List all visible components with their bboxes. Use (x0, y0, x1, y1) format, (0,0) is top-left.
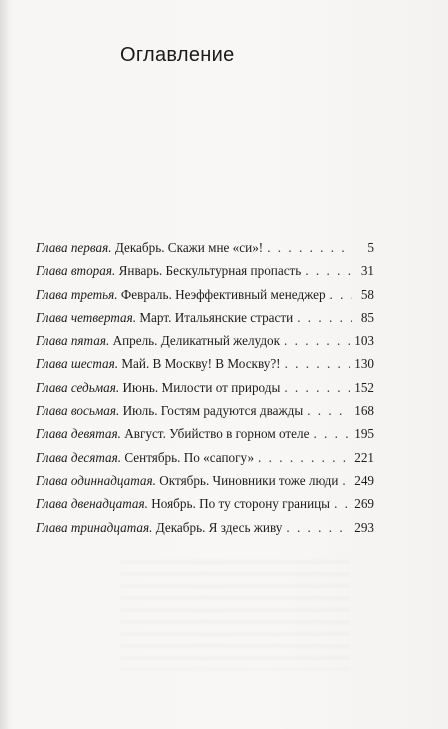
toc-page-number: 249 (354, 472, 374, 488)
show-through-text (120, 560, 350, 670)
dot-leader (286, 516, 350, 539)
toc-chapter: Глава тринадцатая. (36, 519, 153, 535)
toc-page-number: 293 (354, 519, 374, 535)
toc-chapter: Глава шестая. (36, 356, 119, 372)
dot-leader (297, 306, 352, 329)
toc-page-number: 103 (354, 333, 374, 349)
toc-page-number: 58 (360, 286, 374, 302)
dot-leader (258, 446, 350, 469)
toc-page-number: 221 (354, 449, 374, 465)
dot-leader (285, 352, 351, 375)
toc-chapter: Глава четвертая. (36, 309, 137, 325)
toc-title: Январь. Бескультурная пропасть (118, 263, 302, 279)
toc-entry (36, 376, 374, 399)
toc-title: Сентябрь. По «сапогу» (124, 449, 255, 465)
toc-title: Июнь. Милости от природы (122, 379, 281, 395)
toc-chapter: Глава одиннадцатая. (36, 472, 156, 488)
toc-chapter: Глава третья. (36, 286, 118, 302)
toc-entry (36, 516, 374, 539)
toc-page-number: 195 (354, 426, 374, 442)
toc-title: Декабрь. Скажи мне «си»! (114, 240, 264, 255)
toc-entry (36, 422, 374, 445)
toc-entry (36, 236, 374, 259)
table-of-contents (36, 236, 374, 539)
toc-title: Май. В Москву! В Москву?! (121, 356, 281, 372)
toc-chapter: Глава двенадцатая. (36, 496, 148, 512)
toc-entry (36, 283, 374, 306)
toc-chapter: Глава восьмая. (36, 403, 120, 419)
toc-entry (36, 259, 374, 282)
toc-title: Август. Убийство в горном отеле (124, 426, 310, 442)
dot-leader (267, 236, 352, 259)
toc-entry (36, 492, 374, 515)
toc-entry (36, 446, 374, 469)
spine-shadow (0, 0, 10, 729)
dot-leader (342, 469, 350, 492)
toc-chapter: Глава девятая. (36, 426, 121, 442)
toc-page-number: 85 (360, 309, 374, 325)
dot-leader (307, 399, 350, 422)
dot-leader (334, 492, 350, 515)
toc-title: Февраль. Неэффективный менеджер (120, 286, 326, 302)
toc-entry (36, 329, 374, 352)
toc-title: Апрель. Деликатный желудок (112, 333, 281, 349)
toc-page-number: 130 (354, 356, 374, 372)
toc-chapter: Глава первая. (36, 240, 112, 255)
toc-entry (36, 306, 374, 329)
toc-title: Ноябрь. По ту сторону границы (151, 496, 331, 512)
toc-page-number: 152 (354, 379, 374, 395)
toc-entry (36, 352, 374, 375)
toc-page-number: 269 (354, 496, 374, 512)
toc-page-number: 168 (354, 403, 374, 419)
dot-leader (305, 259, 352, 282)
toc-title: Июль. Гостям радуются дважды (122, 403, 304, 419)
toc-page-number: 31 (360, 263, 374, 279)
toc-title: Март. Итальянские страсти (139, 309, 294, 325)
dot-leader (284, 329, 350, 352)
page-title: Оглавление (120, 44, 235, 66)
dot-leader (330, 283, 352, 306)
toc-title: Октябрь. Чиновники тоже люди (159, 472, 339, 488)
dot-leader (284, 376, 350, 399)
toc-page-number: 5 (367, 240, 374, 255)
toc-entry (36, 399, 374, 422)
toc-chapter: Глава седьмая. (36, 379, 120, 395)
toc-entry (36, 469, 374, 492)
dot-leader (313, 422, 350, 445)
toc-chapter: Глава пятая. (36, 333, 110, 349)
toc-title: Декабрь. Я здесь живу (155, 519, 283, 535)
toc-chapter: Глава вторая. (36, 263, 116, 279)
toc-chapter: Глава десятая. (36, 449, 122, 465)
